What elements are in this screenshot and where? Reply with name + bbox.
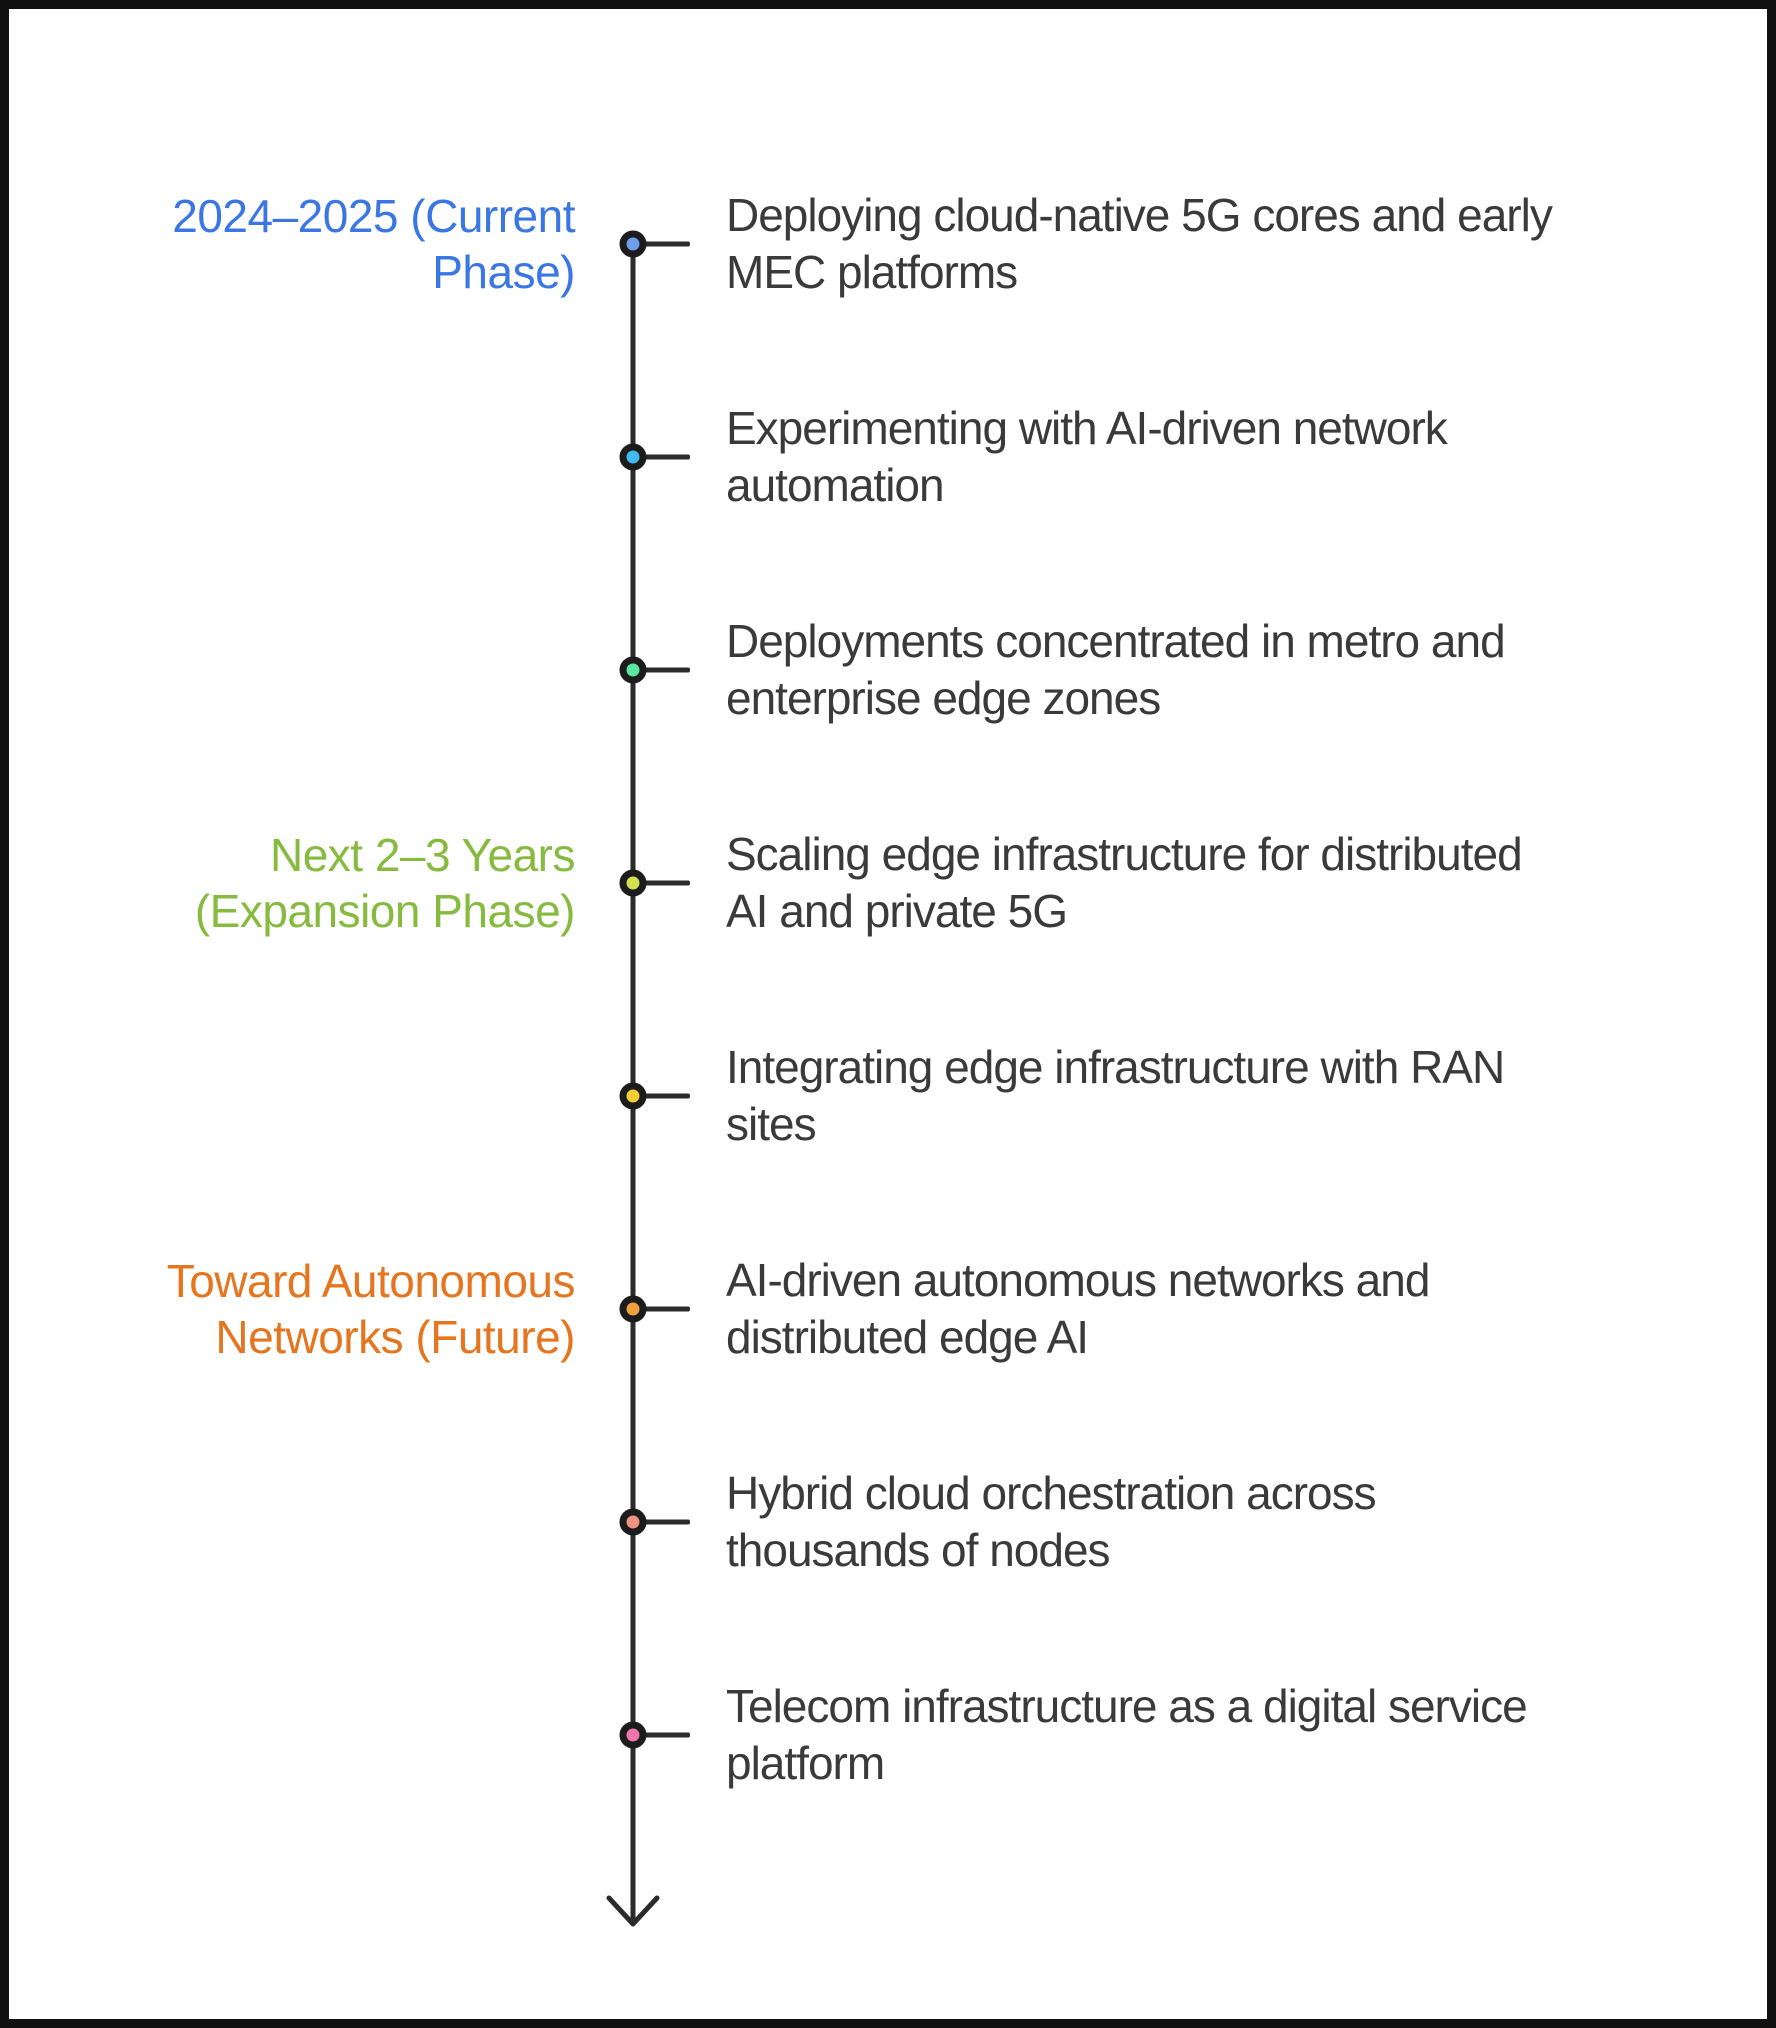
milestone-text-line: distributed edge AI (726, 1311, 1089, 1363)
milestone-text-line: Deployments concentrated in metro and (726, 615, 1505, 667)
milestone-text-line: Integrating edge infrastructure with RAN (726, 1041, 1505, 1093)
milestone-text (726, 400, 1447, 514)
milestone-text-line: MEC platforms (726, 246, 1018, 298)
milestone-text (726, 613, 1505, 727)
milestone-text (726, 1465, 1376, 1579)
phase-label-line: Phase) (432, 246, 575, 298)
phase-label-current (55, 188, 575, 300)
milestone-text (726, 1678, 1527, 1792)
milestone-dot (620, 231, 647, 258)
milestone-dot (620, 444, 647, 471)
milestone-text (726, 1039, 1504, 1153)
milestone-text-line: Telecom infrastructure as a digital service (726, 1680, 1527, 1732)
arrow-chevron (609, 1898, 657, 1924)
milestone-text-line: automation (726, 459, 944, 511)
phase-label-future (55, 1253, 575, 1365)
milestone-text-line: platform (726, 1737, 885, 1789)
milestone-text-line: enterprise edge zones (726, 672, 1161, 724)
milestone-dot (620, 870, 647, 897)
milestone-dot (620, 1296, 647, 1323)
milestone-dot (620, 1509, 647, 1536)
milestone-text-line: AI-driven autonomous networks and (726, 1254, 1430, 1306)
phase-label-line: Networks (Future) (215, 1311, 575, 1363)
milestone-dot (620, 1083, 647, 1110)
milestone-text-line: AI and private 5G (726, 885, 1067, 937)
phase-label-line: Toward Autonomous (166, 1255, 575, 1307)
milestone-dot (620, 657, 647, 684)
milestone-text (726, 1252, 1429, 1366)
phase-label-line: 2024–2025 (Current (172, 190, 575, 242)
phase-label-line: (Expansion Phase) (194, 885, 575, 937)
milestone-text (726, 826, 1522, 940)
milestone-text-line: Scaling edge infrastructure for distributed (726, 828, 1522, 880)
milestone-text-line: Hybrid cloud orchestration across (726, 1467, 1376, 1519)
milestone-dot (620, 1722, 647, 1749)
milestone-text-line: thousands of nodes (726, 1524, 1110, 1576)
phase-label-expansion (55, 827, 575, 939)
milestone-text-line: sites (726, 1098, 816, 1150)
milestone-text-line: Experimenting with AI-driven network (726, 402, 1447, 454)
phase-label-line: Next 2–3 Years (269, 829, 575, 881)
milestone-text-line: Deploying cloud-native 5G cores and early (726, 189, 1552, 241)
milestone-text (726, 187, 1552, 301)
arrow-down-icon (605, 1894, 661, 1930)
